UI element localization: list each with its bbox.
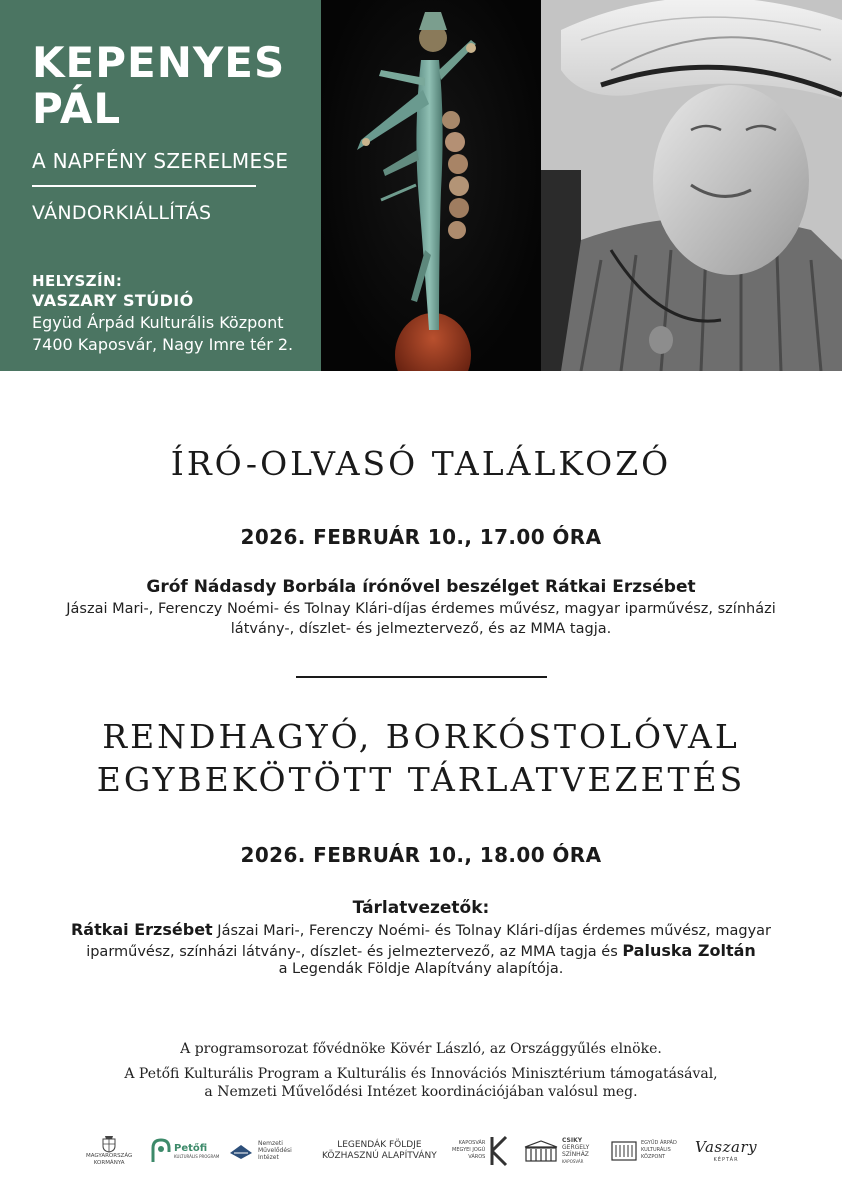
nmi-logo-line2: Művelődési <box>258 1147 292 1154</box>
csiky-theatre-logo <box>523 1128 589 1173</box>
csiky-logo-line3: SZÍNHÁZ <box>562 1150 589 1158</box>
egyud-logo-line1: EGYÜD ÁRPÁD <box>641 1140 677 1146</box>
event1-description-line1: Jászai Mari-, Ferenczy Noémi- és Tolnay Klári-díjas érdemes művész, magyar iparművész, színházi <box>66 601 776 617</box>
coat-of-arms-icon <box>102 1135 116 1153</box>
sculpture-photo <box>321 0 541 371</box>
event2-title-line2: EGYBEKÖTÖTT TÁRLATVEZETÉS <box>96 760 746 799</box>
legendak-logo-line2: KÖZHASZNÚ ALAPÍTVÁNY <box>322 1150 437 1161</box>
event1-title: ÍRÓ-OLVASÓ TALÁLKOZÓ <box>170 444 672 483</box>
artist-portrait-photo <box>541 0 842 371</box>
petofi-logo <box>150 1128 219 1173</box>
artist-name <box>32 40 322 132</box>
event1-headline: Gróf Nádasdy Borbála írónővel beszélget Rátkai Erzsébet <box>146 577 696 597</box>
support-text-line1: A Petőfi Kulturális Program a Kulturális és Innovációs Minisztérium támogatásával, <box>124 1066 718 1082</box>
artist-name-line1: KEPENYES <box>32 38 286 87</box>
vaszary-logo-sub: KÉPTÁR <box>713 1156 739 1163</box>
top-banner <box>0 0 842 371</box>
venue-address-line1: Együd Árpád Kulturális Központ <box>32 313 284 332</box>
patron-text: A programsorozat fővédnöke Kövér László, az Országgyűlés elnöke. <box>180 1041 662 1057</box>
csiky-logo-line1: CSIKY <box>562 1136 583 1144</box>
nmi-emblem-icon <box>228 1141 254 1161</box>
support-text-line2: a Nemzeti Művelődési Intézet koordinációjában valósul meg. <box>204 1084 638 1100</box>
egyud-arpad-logo <box>610 1128 677 1173</box>
guides-line2-text: iparművész, színházi látvány-, díszlet- és jelmeztervező, az MMA tagja és <box>86 944 618 960</box>
guides-line2 <box>0 941 842 960</box>
exhibition-type: VÁNDORKIÁLLÍTÁS <box>32 202 212 224</box>
kaposvar-logo-line1: KAPOSVÁR <box>458 1140 486 1146</box>
kaposvar-k-icon <box>488 1135 510 1167</box>
egyud-logo-line2: KULTURÁLIS <box>641 1147 671 1153</box>
vaszary-keptar-logo <box>695 1128 757 1173</box>
guides-line1 <box>0 920 842 939</box>
government-logo <box>86 1128 132 1173</box>
legendak-logo-line1: LEGENDÁK FÖLDJE <box>337 1139 422 1150</box>
event1-date: 2026. FEBRUÁR 10., 17.00 ÓRA <box>240 525 602 549</box>
venue-label: HELYSZÍN: <box>32 272 123 290</box>
exhibition-subtitle: A NAPFÉNY SZERELMESE <box>32 149 289 173</box>
nmi-logo <box>228 1128 292 1173</box>
petofi-emblem-icon <box>150 1138 172 1164</box>
venue-name: VASZARY STÚDIÓ <box>32 291 194 310</box>
kaposvar-logo <box>452 1128 510 1173</box>
cultural-center-icon <box>610 1139 638 1163</box>
petofi-logo-name: Petőfi <box>174 1142 208 1154</box>
guide1-description: Jászai Mari-, Ferenczy Noémi- és Tolnay Klári-díjas érdemes művész, magyar <box>217 923 772 939</box>
banner-divider <box>32 185 256 187</box>
csiky-logo-line2: GERGELY <box>562 1143 590 1151</box>
event2-title-line1: RENDHAGYÓ, BORKÓSTOLÓVAL <box>102 717 740 756</box>
egyud-logo-line3: KÖZPONT <box>641 1154 666 1160</box>
legendak-foldje-logo <box>322 1128 437 1173</box>
venue-address-line2: 7400 Kaposvár, Nagy Imre tér 2. <box>32 335 294 354</box>
event2-date: 2026. FEBRUÁR 10., 18.00 ÓRA <box>240 843 602 867</box>
government-logo-line1: MAGYARORSZÁG <box>86 1152 133 1159</box>
section-divider <box>296 676 547 678</box>
event1-description-line2: látvány-, díszlet- és jelmeztervező, és az MMA tagja. <box>230 621 612 637</box>
theatre-building-icon <box>523 1139 559 1163</box>
csiky-logo-line4: KAPOSVÁR <box>562 1158 584 1164</box>
guides-line3: a Legendák Földje Alapítvány alapítója. <box>278 961 564 977</box>
title-panel <box>0 0 321 371</box>
guide2-name: Paluska Zoltán <box>622 941 756 960</box>
petofi-logo-sub: KULTURÁLIS PROGRAM <box>174 1153 220 1159</box>
artist-name-line2: PÁL <box>32 84 122 133</box>
vaszary-logo-script: Vaszary <box>695 1137 758 1156</box>
guides-label: Tárlatvezetők: <box>352 898 490 918</box>
nmi-logo-line1: Nemzeti <box>258 1140 283 1147</box>
kaposvar-logo-line2: MEGYEI JOGÚ <box>452 1147 486 1153</box>
kaposvar-logo-line3: VÁROS <box>468 1154 486 1160</box>
guide1-name: Rátkai Erzsébet <box>70 920 213 939</box>
government-logo-line2: KORMÁNYA <box>93 1159 125 1166</box>
nmi-logo-line3: Intézet <box>258 1154 279 1161</box>
